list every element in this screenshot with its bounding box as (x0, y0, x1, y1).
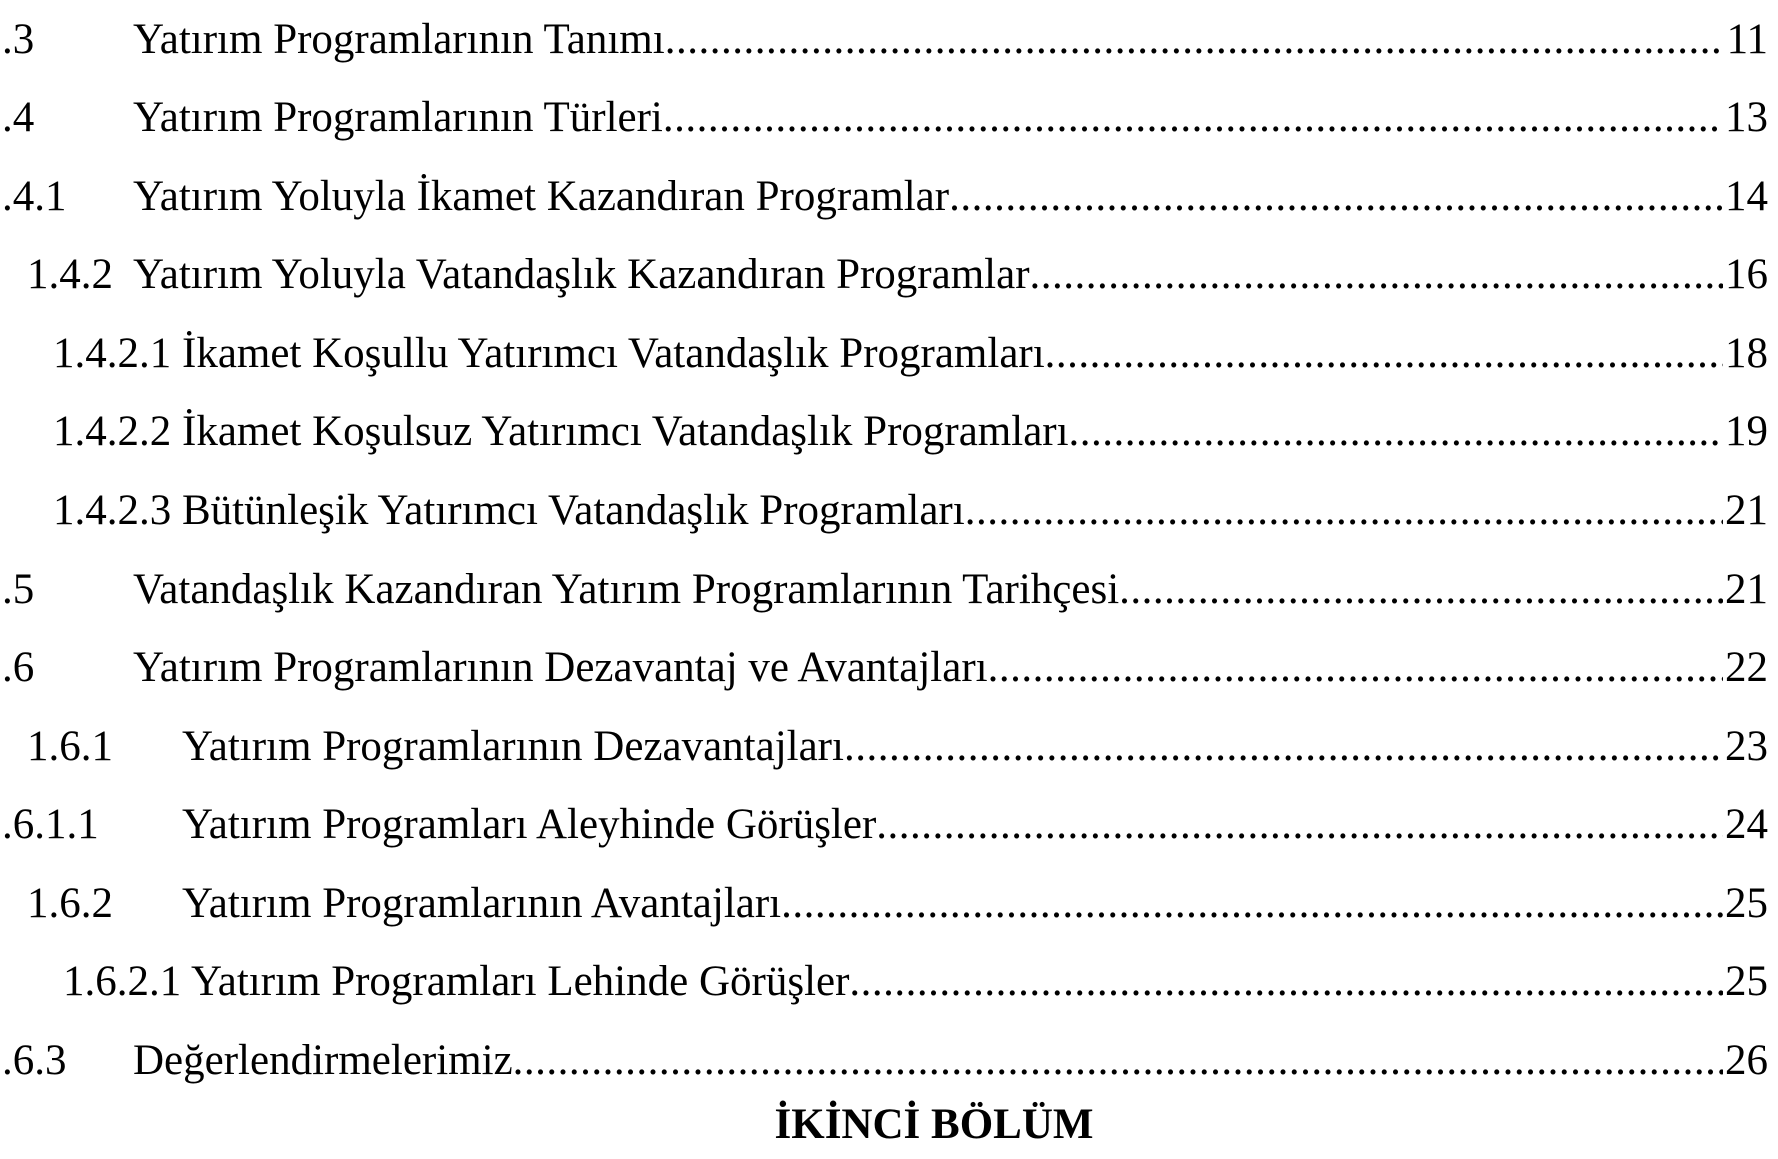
toc-entry-number: .6.1.1 (2, 801, 99, 848)
dot-leader (949, 167, 1723, 227)
dot-leader (1119, 560, 1723, 620)
dot-leader (781, 874, 1723, 934)
dot-leader (876, 795, 1723, 855)
dot-leader (1069, 402, 1723, 462)
dot-leader (665, 10, 1725, 70)
toc-entry-title: Yatırım Programlarının Dezavantajları (182, 723, 844, 770)
toc-entry-title: Yatırım Programlarının Avantajları (182, 880, 782, 927)
dot-leader (988, 638, 1723, 698)
toc-entry-title: Yatırım Programlarının Türleri (133, 94, 663, 141)
dot-leader (849, 952, 1723, 1012)
toc-entry-page: 14 (1725, 173, 1768, 220)
section-heading: İKİNCİ BÖLÜM (774, 1101, 1094, 1148)
toc-entry[interactable] (0, 324, 1778, 384)
toc-entry[interactable] (0, 10, 1778, 70)
toc-entry-title: İkamet Koşulsuz Yatırımcı Vatandaşlık Programları (182, 408, 1069, 455)
toc-entry[interactable] (0, 167, 1778, 227)
toc-entry-title: Vatandaşlık Kazandıran Yatırım Programlarının Tarihçesi (133, 566, 1120, 613)
toc-entry-title: Değerlendirmelerimiz (133, 1037, 513, 1084)
toc-entry-number: .4 (2, 94, 35, 141)
toc-entry-title: Yatırım Yoluyla İkamet Kazandıran Programlar (133, 173, 950, 220)
toc-entry-page: 19 (1725, 408, 1768, 455)
toc-entry-page: 25 (1725, 880, 1768, 927)
toc-entry[interactable] (0, 795, 1778, 855)
toc-entry[interactable] (0, 874, 1778, 934)
toc-entry-number: 1.6.2 (27, 880, 113, 927)
dot-leader (844, 717, 1723, 777)
toc-entry-page: 26 (1725, 1037, 1768, 1084)
dot-leader (1030, 245, 1723, 305)
toc-entry[interactable] (0, 717, 1778, 777)
toc-entry-page: 16 (1725, 251, 1768, 298)
toc-entry-number: .6 (2, 644, 35, 691)
toc-entry[interactable] (0, 1031, 1778, 1091)
toc-entry-title: Bütünleşik Yatırımcı Vatandaşlık Programları (182, 487, 965, 534)
toc-entry-title: İkamet Koşullu Yatırımcı Vatandaşlık Programları (182, 330, 1045, 377)
toc-entry-number: 1.6.1 (27, 723, 113, 770)
toc-entry-page: 21 (1725, 566, 1768, 613)
toc-entry-title: Yatırım Programlarının Dezavantaj ve Avantajları (133, 644, 988, 691)
toc-entry-page: 25 (1725, 958, 1768, 1005)
toc-entry-page: 23 (1725, 723, 1768, 770)
toc-entry[interactable] (0, 560, 1778, 620)
toc-entry-number: .4.1 (2, 173, 67, 220)
toc-entry[interactable] (0, 952, 1778, 1012)
toc-entry-number: 1.4.2.1 (53, 330, 172, 377)
toc-entry[interactable] (0, 481, 1778, 541)
toc-entry-number: 1.4.2.2 (53, 408, 172, 455)
toc-entry-page: 21 (1725, 487, 1768, 534)
toc-entry-number: 1.4.2.3 (53, 487, 172, 534)
toc-entry-page: 22 (1725, 644, 1768, 691)
toc-entry-title: Yatırım Programları Lehinde Görüşler (191, 958, 850, 1005)
toc-entry[interactable] (0, 88, 1778, 148)
toc-entry-page: 18 (1725, 330, 1768, 377)
toc-entry-page: 11 (1726, 16, 1768, 63)
toc-entry-number: 1.4.2 (27, 251, 113, 298)
toc-entry[interactable] (0, 402, 1778, 462)
toc-entry-number: .3 (2, 16, 35, 63)
toc-entry[interactable] (0, 638, 1778, 698)
dot-leader (965, 481, 1723, 541)
toc-entry-number: 1.6.2.1 (63, 958, 182, 1005)
dot-leader (663, 88, 1723, 148)
dot-leader (1045, 324, 1723, 384)
toc-entry-title: Yatırım Programları Aleyhinde Görüşler (182, 801, 877, 848)
toc-entry-title: Yatırım Yoluyla Vatandaşlık Kazandıran Programlar (133, 251, 1030, 298)
toc-entry-title: Yatırım Programlarının Tanımı (133, 16, 665, 63)
toc-entry-page: 24 (1725, 801, 1768, 848)
toc-entry-number: .6.3 (2, 1037, 67, 1084)
toc-entry-page: 13 (1725, 94, 1768, 141)
dot-leader (513, 1031, 1723, 1091)
toc-entry-number: .5 (2, 566, 35, 613)
toc-entry[interactable] (0, 245, 1778, 305)
